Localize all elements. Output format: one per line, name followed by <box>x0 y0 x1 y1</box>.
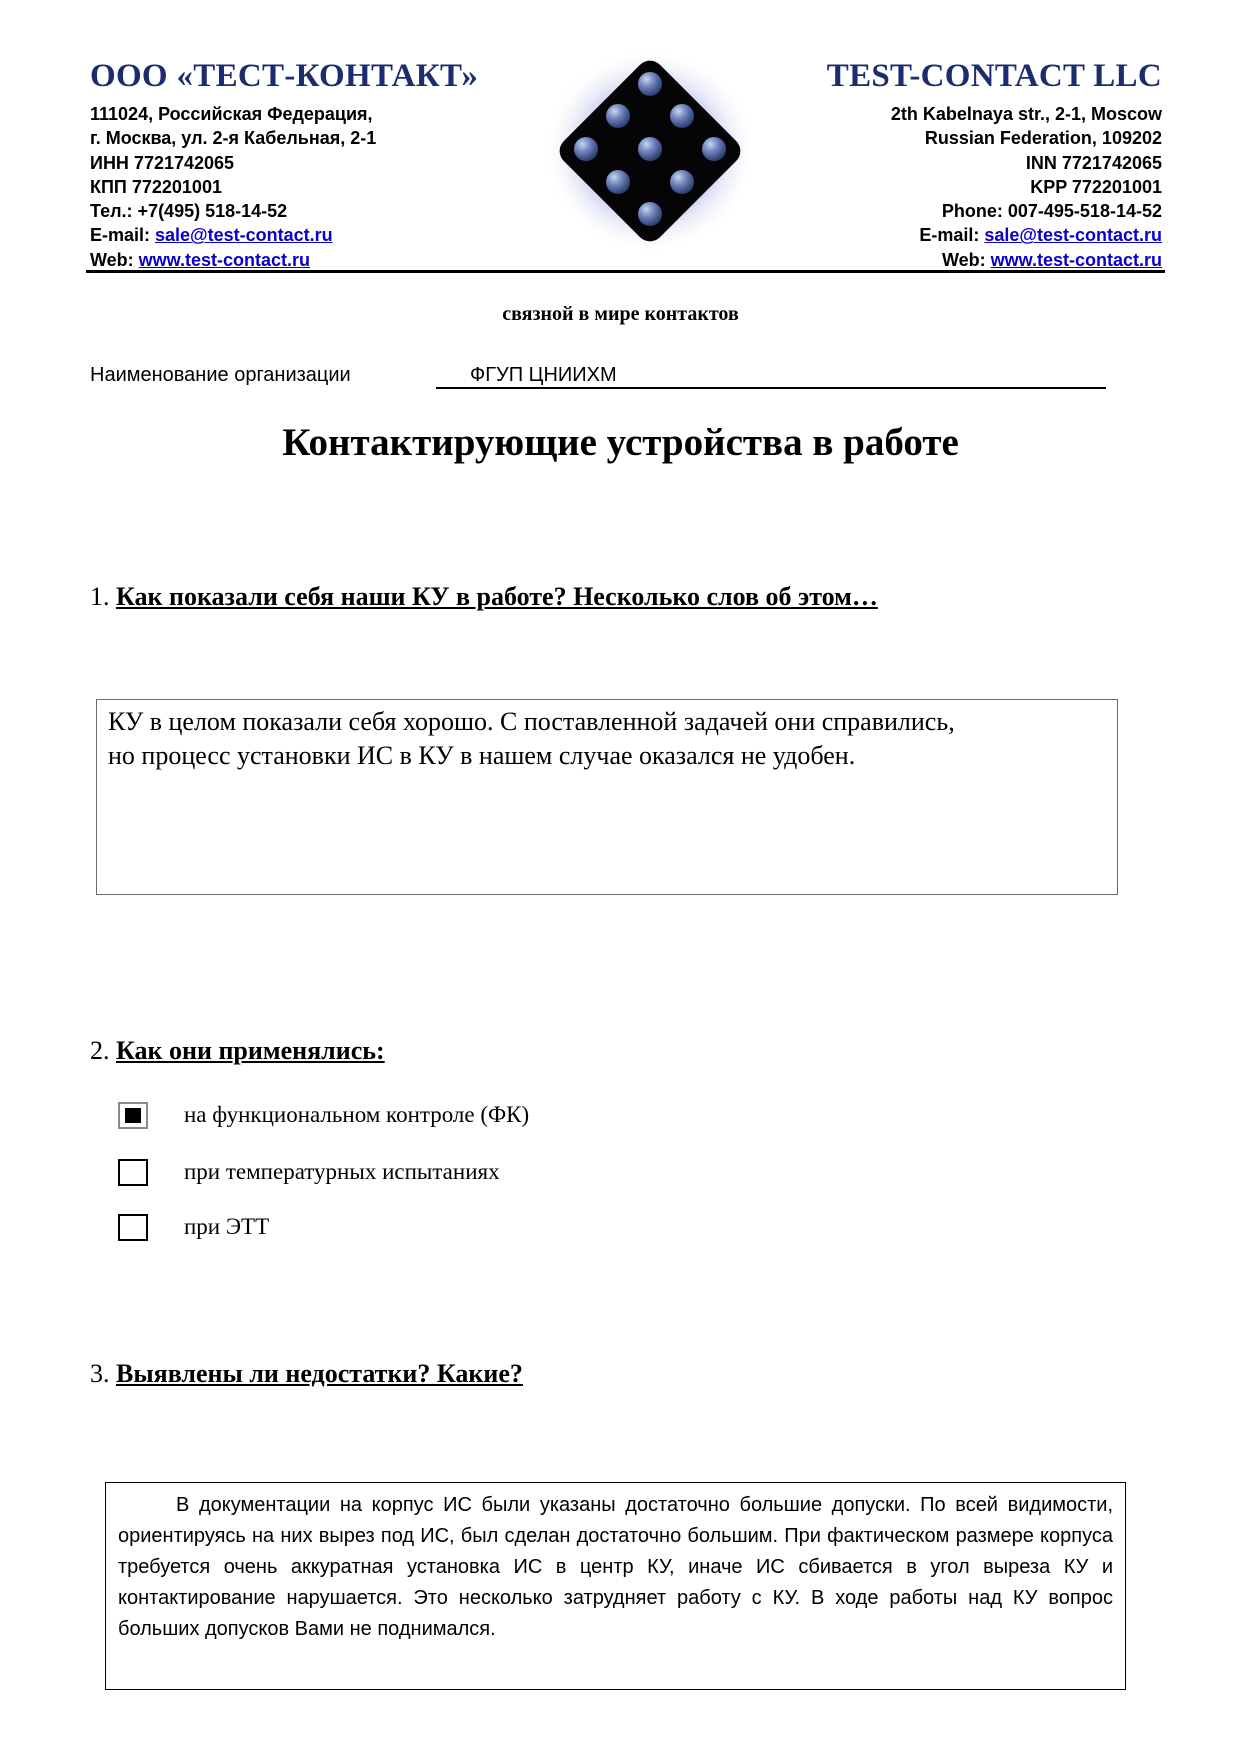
diamond-dots-logo-icon <box>543 48 757 254</box>
web-link[interactable]: www.test-contact.ru <box>138 249 311 270</box>
web-label: Web: <box>941 249 991 270</box>
email-link[interactable]: sale@test-contact.ru <box>984 225 1162 246</box>
page-title: Контактирующие устройства в работе <box>282 421 959 464</box>
email-line <box>891 223 1162 247</box>
company-name-en: TEST-CONTACT LLC <box>826 58 1162 94</box>
header-divider <box>86 270 1165 273</box>
email-label: E-mail: <box>919 225 985 246</box>
address-block-en <box>891 102 1162 272</box>
option-label: при температурных испытаниях <box>184 1159 500 1184</box>
question-number: 1. <box>90 582 110 611</box>
phone-line: Тел.: +7(495) 518-14-52 <box>90 201 288 222</box>
phone-line: Phone: 007-495-518-14-52 <box>941 201 1162 222</box>
question-number: 2. <box>90 1036 110 1065</box>
question-text: Как они применялись: <box>116 1036 385 1065</box>
kpp-line: КПП 772201001 <box>90 176 222 197</box>
address-block-ru <box>90 102 376 272</box>
email-line <box>90 223 376 247</box>
address-line: г. Москва, ул. 2-я Кабельная, 2-1 <box>90 128 377 149</box>
kpp-line: KPP 772201001 <box>1030 176 1162 197</box>
slogan: связной в мире контактов <box>502 303 739 325</box>
answer-3-textbox[interactable]: В документации на корпус ИС были указаны достаточно большие допуски. По всей видимости, ориентируясь на них вырез под ИС, был сделан достаточно большим. При фактическом размере корпуса требуется очень аккуратная установка ИС в центр КУ, иначе ИС сбивается в угол выреза КУ и контактирование нарушается. Это несколько затрудняет работу с КУ. В ходе работы над КУ вопрос больших допусков Вами не поднимался. <box>105 1482 1126 1690</box>
address-line: 2th Kabelnaya str., 2-1, Moscow <box>890 104 1162 124</box>
question-number: 3. <box>90 1359 110 1388</box>
organization-underline <box>436 387 1106 389</box>
inn-line: ИНН 7721742065 <box>90 152 235 173</box>
company-name-ru: ООО «ТЕСТ-КОНТАКТ» <box>90 58 479 94</box>
web-label: Web: <box>90 249 139 270</box>
question-text: Как показали себя наши КУ в работе? Несколько слов об этом… <box>116 582 878 611</box>
web-line <box>90 248 376 272</box>
checkbox[interactable] <box>118 1159 148 1186</box>
organization-label: Наименование организации <box>90 364 351 386</box>
option-label: на функциональном контроле (ФК) <box>184 1102 530 1127</box>
email-label: E-mail: <box>90 225 156 246</box>
web-line <box>891 248 1162 272</box>
email-link[interactable]: sale@test-contact.ru <box>155 225 333 246</box>
question-1 <box>90 582 878 612</box>
web-link[interactable]: www.test-contact.ru <box>990 249 1162 270</box>
inn-line: INN 7721742065 <box>1025 152 1162 173</box>
checkbox-checked[interactable] <box>118 1102 148 1129</box>
address-line: 111024, Российская Федерация, <box>90 104 373 124</box>
organization-field[interactable]: ФГУП ЦНИИХМ <box>470 364 617 386</box>
question-text: Выявлены ли недостатки? Какие? <box>116 1359 523 1388</box>
address-line: Russian Federation, 109202 <box>924 128 1162 149</box>
checkbox[interactable] <box>118 1214 148 1241</box>
question-3 <box>90 1359 523 1389</box>
option-label: при ЭТТ <box>184 1214 270 1239</box>
answer-1-textbox[interactable]: КУ в целом показали себя хорошо. С поставленной задачей они справились, но процесс установки ИС в КУ в нашем случае оказался не удобен. <box>96 699 1118 895</box>
checkbox-mark <box>125 1108 141 1123</box>
question-2 <box>90 1036 385 1066</box>
